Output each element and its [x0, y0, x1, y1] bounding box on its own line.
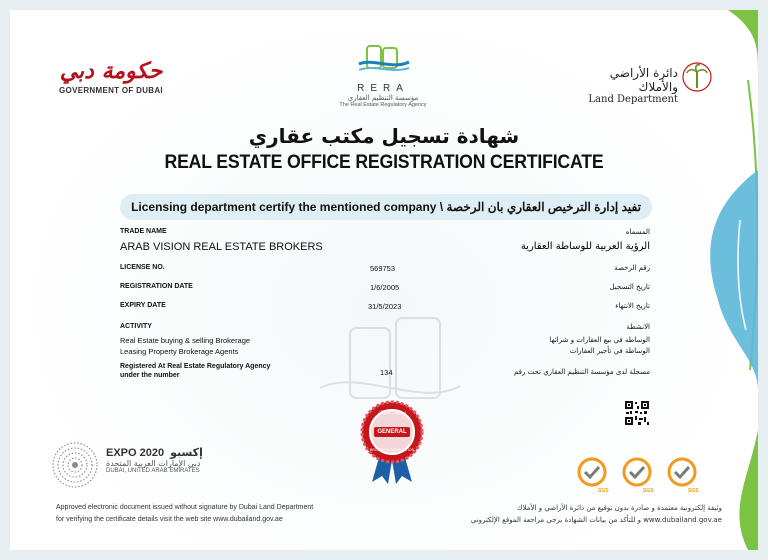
registration-date-label-arabic: تاريخ التسجيل [609, 283, 650, 291]
sgs-badge-label-1: SGS [598, 488, 609, 494]
footer-arabic-line-2: www.dubailand.gov.ae و للتأكد من بيانات الشهادة يرجى مراجعة الموقع الإلكتروني [470, 516, 722, 524]
activity-label: ACTIVITY [120, 323, 152, 330]
activity-english-2: Leasing Property Brokerage Agents [120, 347, 239, 356]
rera-english-name: The Real Estate Regulatory Agency [339, 102, 427, 108]
footer-english-line-2: for verifying the certificate details visit the web site www.dubailand.gov.ae [56, 516, 283, 523]
expo-subtitle-english: DUBAI, UNITED ARAB EMIRATES [106, 468, 200, 474]
footer-arabic [430, 502, 722, 526]
activity-arabic-1: الوساطه في بيع العقارات و شرائها [549, 336, 650, 344]
certificate-sheet [10, 10, 758, 550]
sgs-certification-icon [572, 456, 702, 496]
footer-english [56, 502, 313, 526]
license-value: 569753 [370, 264, 396, 273]
sgs-badge-label-2: SGS [643, 488, 654, 494]
activity-english-1: Real Estate buying & selling Brokerage [120, 336, 251, 345]
trade-name-label: TRADE NAME [120, 228, 167, 235]
classification-seal [358, 398, 426, 484]
footer-arabic-line-1: وثيقة إلكترونية معتمدة و صادرة بدون توقيع من دائرة الأراضي و الأملاك [516, 504, 722, 512]
license-label-arabic: رقم الرخصة [614, 264, 650, 272]
sgs-badge-label-3: SGS [688, 488, 699, 494]
land-dept-arabic: دائرة الأراضي والأملاك [609, 66, 678, 94]
expo-subtitle-arabic: دبي الإمارات العربية المتحدة [106, 459, 201, 468]
seal-top-text: تصنيف الملاك [377, 410, 407, 416]
certificate-title-english: REAL ESTATE OFFICE REGISTRATION CERTIFICATE [164, 152, 604, 173]
trade-name-label-arabic: المسماه [625, 228, 650, 236]
qr-code-icon[interactable] [624, 400, 650, 426]
gov-logo-arabic: حكومة دبي [59, 58, 163, 84]
seal-bottom-text: BROKER CLASSIFICATION [369, 448, 415, 452]
rera-registration-label-2: under the number [120, 372, 180, 379]
footer-english-line-1: Approved electronic document issued without signature by Dubai Land Department [56, 504, 314, 511]
sgs-badges [572, 456, 702, 496]
palm-tree-icon [682, 60, 712, 94]
gov-logo-english: GOVERNMENT OF DUBAI [59, 86, 163, 95]
expo-2020-logo [50, 440, 290, 495]
expo-name-arabic: إكسبو [170, 446, 203, 459]
certification-banner: Licensing department certify the mentioned company \ تفيد إدارة الترخيص العقاري بان الرخصة [120, 194, 652, 220]
seal-center-text: GENERAL [377, 429, 407, 435]
expo-ring-icon [50, 440, 100, 490]
rera-logo [338, 44, 428, 108]
license-label: LICENSE NO. [120, 264, 165, 271]
certificate-title-arabic: شهادة تسجيل مكتب عقاري [248, 124, 520, 148]
registration-date-label: REGISTRATION DATE [120, 283, 193, 290]
government-of-dubai-logo [56, 58, 166, 95]
activity-arabic-2: الوساطة في تأجير العقارات [569, 347, 650, 355]
activity-label-arabic: الانشطة [626, 323, 650, 331]
expiry-date-label: EXPIRY DATE [120, 302, 166, 309]
rera-emblem-icon [353, 44, 413, 76]
expiry-date-label-arabic: تاريخ الانتهاء [615, 302, 650, 310]
expiry-date-value: 31/5/2023 [368, 302, 402, 311]
trade-name-english: ARAB VISION REAL ESTATE BROKERS [120, 241, 323, 253]
trade-name-arabic: الرؤية العربية للوساطة العقارية [520, 241, 650, 252]
rera-arabic-name: مؤسسة التنظيم العقاري [347, 94, 419, 102]
expo-name: EXPO 2020 [106, 447, 165, 459]
rera-wordmark: RERA [357, 83, 409, 94]
land-dept-english: Land Department [588, 94, 678, 105]
rera-registration-label-arabic: مسجلة لدى مؤسسة التنظيم العقاري تحت رقم [514, 368, 650, 376]
registration-date-value: 1/6/2005 [370, 283, 400, 292]
rera-registration-value: 134 [380, 368, 393, 377]
rera-registration-label-1: Registered At Real Estate Regulatory Agency [120, 363, 271, 370]
